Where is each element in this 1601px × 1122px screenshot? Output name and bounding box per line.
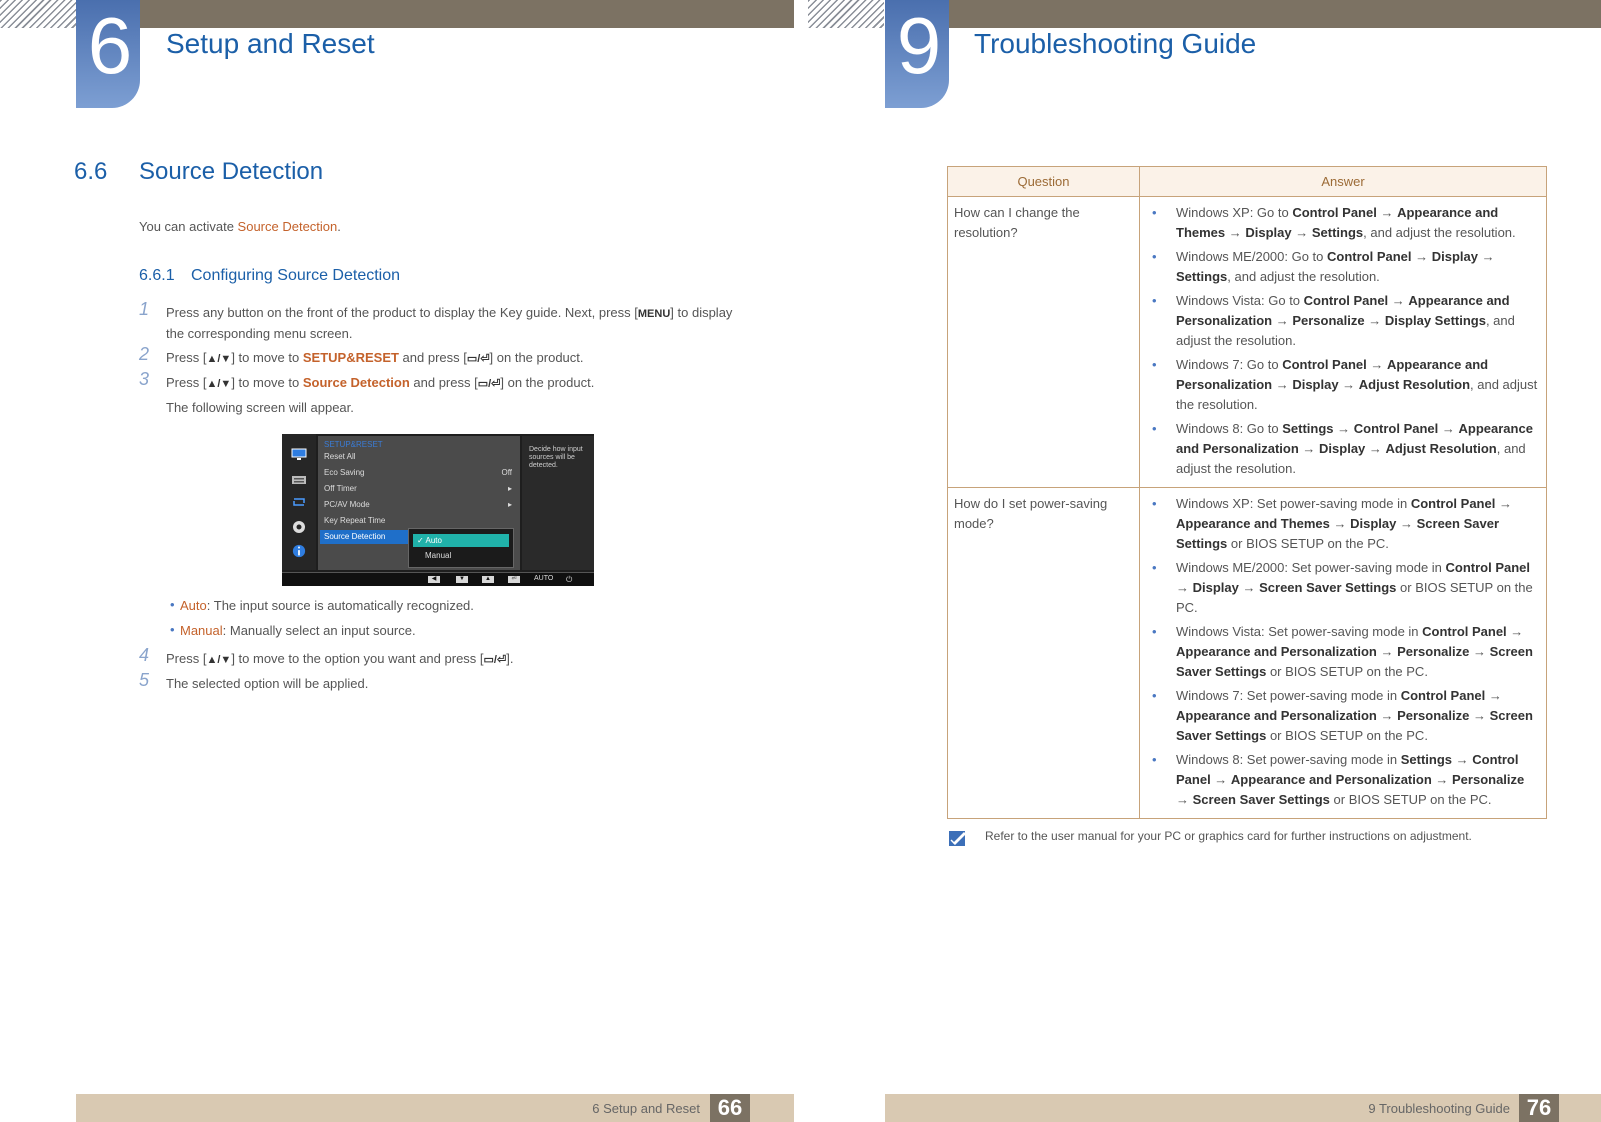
option-separator: :	[206, 598, 211, 613]
osd-row-arrow: ▸	[507, 484, 512, 493]
note-icon	[948, 828, 968, 848]
step-number: 1	[139, 299, 150, 319]
intro-highlight: Source Detection	[237, 219, 338, 234]
answer-text: , and adjust the resolution.	[1176, 441, 1526, 476]
list-item	[1176, 419, 1540, 479]
answer-text: →	[1298, 441, 1320, 456]
answer-text: Windows 8: Go to	[1176, 421, 1283, 436]
osd-row-value: Off	[501, 468, 512, 477]
answer-text: →	[1388, 293, 1409, 308]
menu-path-term: Display	[1245, 225, 1292, 240]
menu-path-term: Display	[1350, 516, 1397, 531]
answer-text: →	[1338, 377, 1359, 392]
osd-row-eco-saving[interactable]	[324, 466, 512, 480]
menu-path-term: Adjust Resolution	[1358, 377, 1471, 392]
menu-path-term: Appearance and Personalization	[1176, 708, 1377, 723]
osd-row-label: Off Timer	[324, 484, 357, 493]
list-item	[1176, 494, 1540, 554]
step-number: 5	[139, 670, 150, 690]
answer-text: →	[1376, 205, 1398, 220]
osd-row-label: Reset All	[324, 452, 356, 461]
list-item	[1176, 558, 1540, 618]
chapter-number: 9	[896, 1, 942, 90]
menu-path-term: Settings	[1311, 225, 1364, 240]
osd-description: Decide how input sources will be detected.	[522, 436, 594, 570]
option-term: Auto	[180, 598, 207, 613]
answer-list	[1146, 203, 1540, 479]
option-separator: :	[222, 623, 227, 638]
answer-text: , and adjust the resolution.	[1227, 269, 1380, 284]
answer-text: →	[1291, 225, 1312, 240]
chapter-number: 6	[87, 1, 133, 90]
answer-text: Windows ME/2000: Go to	[1176, 249, 1328, 264]
list-item	[180, 623, 474, 648]
answer-text: , and adjust the resolution.	[1176, 377, 1538, 412]
header-bar	[948, 0, 1601, 28]
osd-row-label: Eco Saving	[324, 468, 365, 477]
chapter-title: Troubleshooting Guide	[974, 28, 1257, 59]
osd-auto-label: AUTO	[534, 575, 554, 582]
answer-text: →	[1506, 624, 1524, 639]
monitor-icon	[291, 448, 307, 460]
list-item	[1176, 686, 1540, 746]
option-list	[180, 598, 474, 648]
menu-key: MENU	[637, 308, 671, 320]
answer-text: Windows Vista: Set power-saving mode in	[1176, 624, 1423, 639]
answer-text: →	[1376, 708, 1398, 723]
setup-reset-icon	[291, 496, 307, 508]
answer-text: →	[1452, 752, 1473, 767]
step-text-part: ] on the product.	[500, 375, 595, 390]
answer-list	[1146, 494, 1540, 810]
menu-path-term: Appearance and Personalization	[1230, 772, 1432, 787]
menu-path-term: Appearance and Personalization	[1176, 421, 1533, 456]
answer-text: →	[1366, 357, 1387, 372]
info-icon	[291, 544, 307, 558]
step-text-part: ] to move to	[231, 350, 303, 365]
answer-text: or BIOS SETUP on the PC.	[1329, 792, 1492, 807]
step-text: The selected option will be applied.	[166, 676, 369, 691]
answer-text: , and adjust the resolution.	[1363, 225, 1516, 240]
step-text-part: and press [	[398, 350, 467, 365]
osd-screenshot	[282, 434, 594, 586]
menu-path-term: Appearance and Personalization	[1176, 357, 1489, 392]
menu-path-term: Display	[1292, 377, 1339, 392]
menu-path-term: Control Panel	[1422, 624, 1507, 639]
menu-path-term: Personalize	[1397, 644, 1470, 659]
table-row	[948, 197, 1547, 488]
option-text: The input source is automatically recognized.	[210, 598, 474, 613]
menu-path-term: Settings	[1176, 269, 1228, 284]
down-arrow-icon: ▼	[456, 576, 468, 583]
menu-path-term: Appearance and Personalization	[1176, 293, 1510, 328]
answer-text: →	[1411, 249, 1432, 264]
subsection-number: 6.6.1	[139, 267, 175, 284]
menu-path-term: Control Panel	[1282, 357, 1367, 372]
enter-key: ▭/⏎	[483, 654, 507, 666]
osd-row-source-detection[interactable]	[320, 530, 410, 544]
answer-text: Windows 7: Set power-saving mode in	[1176, 688, 1401, 703]
menu-path-term: Control Panel	[1410, 496, 1496, 511]
header-hatch	[0, 0, 76, 28]
section-number: 6.6	[74, 158, 108, 185]
osd-row-reset-all[interactable]	[324, 450, 512, 464]
osd-key-guide	[282, 572, 594, 586]
osd-row-off-timer[interactable]	[324, 482, 512, 496]
intro-text	[139, 219, 341, 234]
left-arrow-icon: ◀	[428, 576, 440, 583]
step-text-part: and press [	[409, 375, 478, 390]
answer-text: →	[1485, 688, 1502, 703]
answer-text: →	[1438, 421, 1459, 436]
menu-path-term: Control Panel	[1445, 560, 1531, 575]
menu-path-term: Screen Saver Settings	[1176, 708, 1533, 743]
chapter-title: Setup and Reset	[166, 28, 375, 59]
list-item	[1176, 247, 1540, 287]
gear-icon	[291, 518, 307, 536]
answer-text: →	[1176, 792, 1193, 807]
list-item	[1176, 355, 1540, 415]
up-arrow-icon: ▲	[482, 576, 494, 583]
menu-path-term: Settings	[1400, 752, 1453, 767]
menu-path-term: Appearance and Personalization	[1176, 644, 1377, 659]
answer-text: →	[1376, 644, 1398, 659]
menu-path-term: Control Panel	[1327, 249, 1412, 264]
step-text	[166, 348, 739, 369]
menu-path-term: Screen Saver Settings	[1192, 792, 1330, 807]
menu-path-term: Personalize	[1292, 313, 1365, 328]
picture-icon	[291, 474, 307, 486]
step-text-part: ] to move to	[231, 375, 303, 390]
answer-text: Windows 8: Set power-saving mode in	[1176, 752, 1401, 767]
enter-key: ▭/⏎	[466, 353, 490, 365]
answer-text: →	[1272, 313, 1293, 328]
answer-text: Windows ME/2000: Set power-saving mode in	[1176, 560, 1446, 575]
step-text-part: ] on the product.	[489, 350, 584, 365]
menu-path-term: Appearance and Themes	[1176, 205, 1499, 240]
step-number: 2	[139, 344, 150, 364]
osd-option-auto[interactable]: ✓ Auto	[413, 534, 509, 547]
subsection-title: Configuring Source Detection	[191, 267, 401, 284]
step-text	[166, 303, 739, 324]
answer-text: Windows Vista: Go to	[1176, 293, 1304, 308]
page-number: 66	[710, 1094, 750, 1122]
osd-option-manual[interactable]: Manual	[425, 551, 452, 560]
step-5	[139, 670, 739, 694]
answer-text: →	[1469, 644, 1490, 659]
list-item	[1176, 203, 1540, 243]
answer-text: →	[1225, 225, 1246, 240]
intro-suffix: .	[337, 219, 341, 234]
answer-text: →	[1176, 580, 1193, 595]
step-4	[139, 645, 739, 670]
section-title: Source Detection	[139, 158, 324, 185]
answer-text: →	[1478, 249, 1495, 264]
menu-path-term: Adjust Resolution	[1385, 441, 1497, 456]
answer-text: →	[1364, 313, 1385, 328]
setup-reset-highlight: SETUP&RESET	[302, 350, 399, 365]
page-number: 76	[1519, 1094, 1559, 1122]
menu-path-term: Control Panel	[1353, 421, 1439, 436]
step-2	[139, 344, 739, 369]
answer-text: Windows XP: Set power-saving mode in	[1176, 496, 1411, 511]
list-item	[180, 598, 474, 623]
list-item	[1176, 291, 1540, 351]
step-extra: The following screen will appear.	[166, 400, 354, 415]
answer-text: →	[1333, 421, 1354, 436]
answer-cell	[1140, 197, 1547, 488]
up-down-key: ▲/▼	[206, 353, 232, 365]
table-row	[948, 488, 1547, 819]
menu-path-term: Display	[1192, 580, 1239, 595]
troubleshooting-table	[947, 166, 1547, 819]
menu-path-term: Settings	[1282, 421, 1334, 436]
step-number: 4	[139, 645, 150, 665]
enter-key: ▭/⏎	[477, 378, 501, 390]
question-cell: How can I change the resolution?	[948, 197, 1140, 488]
answer-text: →	[1431, 772, 1452, 787]
osd-row-arrow: ▸	[507, 500, 512, 509]
answer-text: →	[1396, 516, 1417, 531]
answer-text: Windows 7: Go to	[1176, 357, 1283, 372]
osd-row-label: PC/AV Mode	[324, 500, 370, 509]
header-hatch	[808, 0, 884, 28]
answer-text: →	[1469, 708, 1490, 723]
osd-submenu	[408, 528, 514, 568]
menu-path-term: Display	[1319, 441, 1366, 456]
list-item	[1176, 622, 1540, 682]
answer-text: →	[1329, 516, 1351, 531]
osd-row-label: Source Detection	[324, 532, 386, 541]
up-down-key: ▲/▼	[206, 378, 232, 390]
answer-cell	[1140, 488, 1547, 819]
footer-chapter-label: 9 Troubleshooting Guide	[1368, 1101, 1510, 1116]
step-text-line2: the corresponding menu screen.	[166, 326, 353, 341]
table-header-row	[948, 167, 1547, 197]
osd-menu-title: SETUP&RESET	[324, 440, 383, 449]
menu-path-term: Screen Saver Settings	[1176, 516, 1500, 551]
menu-path-term: Personalize	[1397, 708, 1470, 723]
note-text: Refer to the user manual for your PC or graphics card for further instructions on adjustment.	[985, 829, 1472, 843]
osd-row-key-repeat-time[interactable]	[324, 514, 512, 528]
menu-path-term: Control Panel	[1400, 688, 1486, 703]
column-header-question: Question	[948, 167, 1140, 197]
option-term: Manual	[180, 623, 223, 638]
question-cell: How do I set power-saving mode?	[948, 488, 1140, 819]
answer-text: →	[1210, 772, 1231, 787]
answer-text: →	[1365, 441, 1386, 456]
step-text	[166, 373, 739, 394]
menu-path-term: Personalize	[1452, 772, 1525, 787]
step-text-part: ] to display	[670, 305, 733, 320]
footer-chapter-label: 6 Setup and Reset	[592, 1101, 700, 1116]
osd-row-label: Key Repeat Time	[324, 516, 386, 525]
list-item	[1176, 750, 1540, 810]
source-detection-highlight: Source Detection	[302, 375, 410, 390]
menu-path-term: Control Panel	[1176, 752, 1519, 787]
osd-row-pc-av-mode[interactable]	[324, 498, 512, 512]
step-text-part: ] to move to the option you want and press [	[231, 651, 484, 666]
answer-text: Windows XP: Go to	[1176, 205, 1293, 220]
answer-text: or BIOS SETUP on the PC.	[1176, 580, 1533, 615]
option-text: Manually select an input source.	[226, 623, 416, 638]
step-text-part: Press [	[166, 350, 207, 365]
step-number: 3	[139, 369, 150, 389]
answer-text: , and adjust the resolution.	[1176, 313, 1515, 348]
step-text-part: ].	[506, 651, 514, 666]
answer-text: or BIOS SETUP on the PC.	[1266, 664, 1428, 679]
step-3	[139, 369, 739, 418]
menu-path-term: Screen Saver Settings	[1259, 580, 1397, 595]
intro-prefix: You can activate	[139, 219, 238, 234]
answer-text: →	[1272, 377, 1293, 392]
up-down-key: ▲/▼	[206, 654, 232, 666]
menu-path-term: Control Panel	[1303, 293, 1389, 308]
table-body	[948, 197, 1547, 819]
step-text-part: Press [	[166, 651, 207, 666]
step-text-part: Press [	[166, 375, 207, 390]
step-1	[139, 299, 739, 344]
answer-text: →	[1238, 580, 1260, 595]
enter-icon: ⏎	[508, 576, 520, 583]
answer-text: →	[1495, 496, 1512, 511]
menu-path-term: Appearance and Themes	[1176, 516, 1330, 531]
answer-text: or BIOS SETUP on the PC.	[1227, 536, 1389, 551]
power-icon: ⏻	[566, 575, 573, 584]
header-bar	[140, 0, 794, 28]
menu-path-term: Screen Saver Settings	[1176, 644, 1533, 679]
answer-text: or BIOS SETUP on the PC.	[1266, 728, 1428, 743]
section-heading	[74, 158, 323, 186]
menu-path-term: Display	[1431, 249, 1479, 264]
step-text-part: Press any button on the front of the product to display the Key guide. Next, press [	[166, 305, 638, 320]
step-text	[166, 649, 739, 670]
menu-path-term: Display Settings	[1384, 313, 1486, 328]
osd-icon-column	[282, 434, 316, 570]
menu-path-term: Control Panel	[1292, 205, 1377, 220]
column-header-answer: Answer	[1140, 167, 1547, 197]
subsection-heading	[139, 267, 400, 285]
